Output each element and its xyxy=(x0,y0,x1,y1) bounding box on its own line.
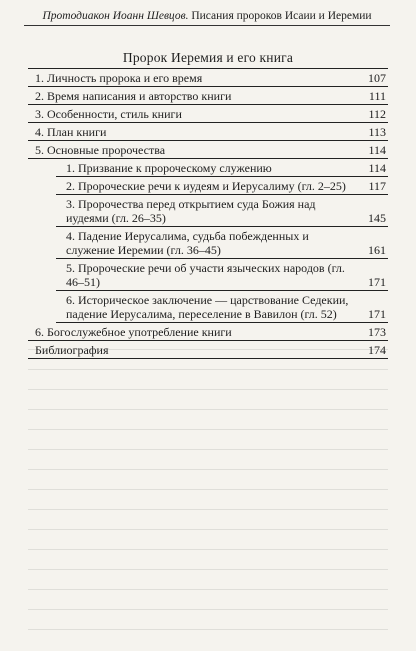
toc-entry-label: Библиография xyxy=(35,343,109,357)
toc-entry xyxy=(28,341,388,359)
toc-entry xyxy=(28,87,388,105)
toc-entry-label: 1. Призвание к пророческому служению xyxy=(66,161,272,175)
toc-entry-page: 111 xyxy=(368,89,386,103)
toc-entry xyxy=(56,291,388,323)
toc-entry-label: 3. Особенности, стиль книги xyxy=(35,107,182,121)
toc-entry xyxy=(28,69,388,87)
running-head-title: Писания пророков Исаии и Иеремии xyxy=(191,10,372,22)
toc-entry-page: 173 xyxy=(368,325,386,339)
toc-entry-page: 107 xyxy=(368,71,386,85)
toc-entry-page: 174 xyxy=(368,343,386,357)
toc-entry-label: 2. Пророческие речи к иудеям и Иерусалиму (гл. 2–25) xyxy=(66,179,346,193)
section-title: Пророк Иеремия и его книга xyxy=(122,50,294,65)
running-head xyxy=(24,10,390,26)
toc-entry-label: 4. План книги xyxy=(35,125,107,139)
toc-entry xyxy=(56,195,388,227)
toc-entry-page: 114 xyxy=(368,161,386,175)
toc-entry-page: 171 xyxy=(368,307,386,321)
running-head-author: Протодиакон Иоанн Шевцов. xyxy=(42,10,189,22)
toc-entry-page: 117 xyxy=(368,179,386,193)
toc-entry xyxy=(56,227,388,259)
toc-entry-page: 114 xyxy=(368,143,386,157)
toc-entry-page: 113 xyxy=(368,125,386,139)
toc-entry-label: 1. Личность пророка и его время xyxy=(35,71,203,85)
toc-entry-label: 5. Пророческие речи об участи языческих народов (гл. 46–51) xyxy=(66,261,345,289)
toc-entry-label: 5. Основные пророчества xyxy=(35,143,166,157)
table-of-contents xyxy=(28,68,388,359)
toc-entry xyxy=(56,259,388,291)
toc-entry-page: 171 xyxy=(368,275,386,289)
toc-entry-label: 6. Историческое заключение — царствование Седекии, падение Иерусалима, переселение в Вавилон (гл. 52) xyxy=(66,293,349,321)
toc-entry-page: 145 xyxy=(368,211,386,225)
toc-entry xyxy=(56,177,388,195)
toc-entry-page: 112 xyxy=(368,107,386,121)
toc-entry-label: 6. Богослужебное употребление книги xyxy=(35,325,232,339)
toc-entry-label: 3. Пророчества перед открытием суда Божия над иудеями (гл. 26–35) xyxy=(66,197,316,225)
toc-entry xyxy=(56,159,388,177)
toc-entry-page: 161 xyxy=(368,243,386,257)
toc-entry xyxy=(28,123,388,141)
toc-entry xyxy=(28,105,388,123)
toc-entry-label: 4. Падение Иерусалима, судьба побежденных и служение Иеремии (гл. 36–45) xyxy=(66,229,309,257)
toc-entry-label: 2. Время написания и авторство книги xyxy=(35,89,232,103)
toc-entry xyxy=(28,323,388,341)
bleed-through-text xyxy=(28,330,388,630)
toc-entry xyxy=(28,141,388,159)
